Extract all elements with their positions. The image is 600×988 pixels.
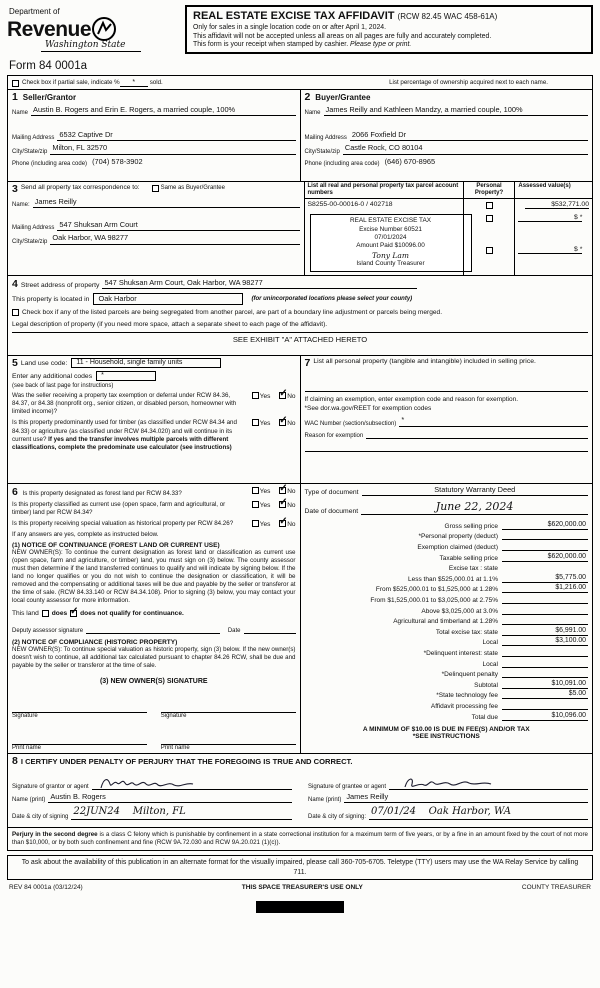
landuse-personalproperty-band [8, 356, 592, 484]
tax-row-label: Excise tax : state [448, 565, 498, 573]
personal-property-checkbox-3[interactable] [486, 247, 493, 254]
tax-row [305, 669, 589, 678]
signature-label: Signature [160, 713, 187, 720]
buyer-name-label: Name [304, 109, 321, 116]
tax-row [305, 637, 589, 646]
signature-label: Signature [12, 713, 38, 720]
grantee-signature-field[interactable] [389, 774, 588, 790]
tax-row-label: Local [482, 660, 498, 668]
grantor-signing-city: Milton, FL [132, 806, 186, 818]
stamp-excise-number: Excise Number 60521 [359, 225, 422, 233]
personal-property-checkbox-1[interactable] [486, 202, 493, 209]
tax-row-label: Gross selling price [444, 522, 498, 530]
segregated-label: Check box if any of the listed parcels are being segregated from another parcel, are part of a boundary line adjustment or parcels being merged. [22, 309, 443, 317]
section2-title: Buyer/Grantee [315, 93, 371, 102]
stamp-amount-paid: Amount Paid $10096.00 [356, 242, 425, 250]
county-treasurer-label: COUNTY TREASURER [521, 883, 591, 891]
q5b-yes-checkbox[interactable] [252, 419, 259, 426]
tax-row-value[interactable]: $10,091.00 [502, 680, 588, 689]
seller-city-field[interactable]: Milton, FL 32570 [50, 144, 295, 154]
tax-row [305, 648, 589, 657]
parcel-number-field[interactable]: S8255-00-00016-0 / 402718 [307, 201, 393, 209]
see-back-note: (see back of last page for instructions) [12, 383, 114, 390]
alternate-format-notice: To ask about the availability of this publication in an alternate format for the visually impaired, please call 360-705-6705. Teletype (TTY) users may use the WA Relay Service by calling 711. [7, 855, 593, 880]
tax-row-value[interactable] [502, 531, 588, 540]
tax-row [305, 542, 589, 551]
section-tax-computation [300, 484, 593, 753]
section-seller [8, 90, 300, 181]
tax-row [305, 627, 589, 636]
perjury-rest-text: is a class C felony which is punishable by confinement in a state correctional institution for a maximum term of five years, or by a fine in an amount fixed by the court of not more than $10,000, or by both such confinement and fine (RCW 9A.72.030 and RCW 9A.20.021 (1)(c)). [12, 831, 588, 847]
tax-row-label: *Delinquent interest: state [423, 649, 498, 657]
tax-row-value[interactable]: $620,000.00 [502, 553, 588, 562]
treasurer-space-label: THIS SPACE TREASURER'S USE ONLY [241, 883, 363, 891]
parcel-table [304, 182, 593, 275]
buyer-mailing-label: Mailing Address [304, 135, 347, 142]
no-label: No [287, 393, 296, 401]
tax-row [305, 606, 589, 615]
tax-row-label: Above $3,025,000 at 3.0% [421, 607, 498, 615]
this-land-label: This land [12, 609, 39, 617]
buyer-mailing-field[interactable]: 2066 Foxfield Dr [350, 131, 588, 141]
section6-number: 6 [12, 485, 18, 498]
located-in-field[interactable]: Oak Harbor [93, 293, 243, 305]
reason-exemption-label: Reason for exemption [304, 433, 364, 440]
tax-row-value[interactable]: $5.00 [502, 690, 588, 699]
tax-row-label: Taxable selling price [439, 554, 498, 562]
q6c-yes-checkbox[interactable] [252, 520, 259, 527]
personal-property-col-header: Personal Property? [463, 182, 515, 198]
exemption-code-note-2: *See dor.wa.gov/REET for exemption codes [304, 404, 432, 412]
located-in-label: This property is located in [12, 295, 90, 303]
grantee-signing-date: 07/01/24 [371, 806, 416, 818]
tax-row [305, 712, 589, 721]
correspondence-name-label: Name: [12, 201, 30, 208]
does-qualify-checkbox[interactable] [42, 610, 49, 617]
grantor-signing-date: 22JUN24 [73, 806, 121, 818]
assessed-value-col-header: Assessed value(s) [514, 182, 592, 198]
timber-agriculture-question [12, 419, 241, 451]
page-header [7, 5, 593, 72]
tax-row-label: Total due [471, 713, 498, 721]
grantee-signature-image [399, 775, 499, 791]
grantor-signature-field[interactable] [92, 774, 292, 790]
q5b-no-checkbox[interactable] [279, 419, 286, 426]
does-not-label: does not qualify for continuance. [80, 609, 184, 617]
owner-signature-field-2[interactable] [161, 701, 296, 713]
tax-row-value[interactable] [502, 595, 588, 604]
tax-row-value[interactable]: $1,216.00 [502, 584, 588, 593]
historic-property-answer [241, 520, 296, 528]
logo-state-text: Washington State [41, 40, 141, 52]
section1-title: Seller/Grantor [22, 93, 77, 102]
form-number: Form 84 0001a [9, 60, 87, 72]
partial-sale-checkbox[interactable] [12, 80, 19, 87]
grantee-name-field[interactable]: James Reilly [344, 793, 588, 803]
tax-row-label: Total excise tax: state [435, 628, 498, 636]
owner-print-name-field-2[interactable] [161, 733, 296, 745]
print-name-label: Print name [12, 745, 42, 752]
logo-agency-text: Revenue [7, 17, 92, 41]
tax-row [305, 595, 589, 604]
tax-row [305, 521, 589, 530]
grantee-name-label: Name (print) [308, 797, 342, 804]
tax-row-label: From $525,000.01 to $1,525,000 at 1.28% [375, 586, 498, 594]
dor-logo [7, 5, 185, 72]
q5a-no-checkbox[interactable] [279, 392, 286, 399]
tax-row-label: *Personal property (deduct) [418, 533, 498, 541]
grantor-signature-image [98, 775, 198, 791]
yes-label: Yes [259, 520, 271, 528]
rev-number: REV 84 0001a (03/12/24) [9, 883, 83, 891]
tax-row-value[interactable] [502, 606, 588, 615]
new-owners-signature-title: (3) NEW OWNER(S) SIGNATURE [99, 678, 208, 686]
timber-agriculture-answer [241, 419, 296, 427]
seller-name-label: Name [12, 109, 29, 116]
forest-land-question-text: Is this property designated as forest land per RCW 84.33? [22, 489, 182, 497]
owner-print-name-field-1[interactable] [12, 733, 147, 745]
tax-row-value[interactable] [502, 701, 588, 710]
scan-mark [256, 901, 344, 913]
tax-row [305, 531, 589, 540]
correspondence-city-field[interactable]: Oak Harbor, WA 98277 [50, 234, 299, 244]
owner-signature-field-1[interactable] [12, 701, 147, 713]
located-in-note: (for unincorporated locations please select your county) [251, 296, 413, 303]
tax-row-value[interactable] [502, 659, 588, 668]
tax-row-value[interactable]: $3,100.00 [502, 637, 588, 646]
tax-row-label: Exemption claimed (deduct) [417, 544, 498, 552]
yes-label: Yes [259, 501, 271, 509]
forest-land-answer [241, 487, 296, 495]
minimum-due-note: A MINIMUM OF $10.00 IS DUE IN FEE(S) AND/OR TAX [362, 725, 530, 733]
logo-dept-text: Department of [9, 7, 60, 16]
grantee-sig-label: Signature of grantee or agent [308, 783, 387, 790]
section-property-location [8, 276, 592, 356]
tax-row-label: From $1,525,000.01 to $3,025,000 at 2.75% [370, 596, 498, 604]
header-note-3 [193, 41, 585, 48]
tax-row-label: Local [482, 639, 498, 647]
q6a-yes-checkbox[interactable] [252, 487, 259, 494]
exemption-deferral-question: Was the seller receiving a property tax exemption or deferral under RCW 84.36, 84.37, or 84.38 (nonprofit org., senior citizen, or disabled person, homeowner with limited income)? [12, 392, 237, 416]
tax-row-value[interactable] [502, 669, 588, 678]
no-label: No [287, 420, 296, 428]
correspondence-name-field[interactable]: James Reilly [33, 198, 300, 208]
section-classification [8, 484, 300, 753]
seller-phone-label: Phone (including area code) [12, 161, 88, 168]
partial-sale-label: Check box if partial sale, indicate % [22, 78, 120, 86]
tax-row [305, 584, 589, 593]
see-instructions-note: *SEE INSTRUCTIONS [412, 732, 480, 740]
seller-mailing-label: Mailing Address [12, 135, 55, 142]
tax-row [305, 690, 589, 699]
legal-description-field[interactable]: SEE EXHIBIT "A" ATTACHED HERETO [12, 332, 588, 345]
q6b-yes-checkbox[interactable] [252, 501, 259, 508]
reason-exemption-field-2[interactable] [305, 442, 589, 452]
if-yes-note: If any answers are yes, complete as instructed below. [12, 531, 159, 539]
q5a-yes-checkbox[interactable] [252, 392, 259, 399]
certify-statement: I CERTIFY UNDER PENALTY OF PERJURY THAT THE FOREGOING IS TRUE AND CORRECT. [20, 756, 353, 766]
personal-property-intro: List all personal property (tangible and intangible) included in selling price. [313, 357, 536, 365]
tax-row-label: *State technology fee [436, 692, 498, 700]
stamp-treasurer-title: Island County Treasurer [356, 260, 425, 268]
buyer-city-label: City/State/zip [304, 148, 340, 155]
tax-row [305, 574, 589, 583]
personal-property-field[interactable] [305, 368, 589, 392]
exemption-code-note: If claiming an exemption, enter exemption code and reason for exemption. [304, 396, 519, 404]
grantor-signature-block [12, 771, 292, 820]
no-label: No [287, 501, 296, 509]
tax-row [305, 553, 589, 562]
notice-continuance-body: NEW OWNER(S): To continue the current designation as forest land or classification as current use (open space, farm and agriculture, or timber) land, you must sign on (3) below. The county assessor must then determine if the land transferred continues to qualify and will indicate by signing below. If the land no longer qualifies or you do not wish to continue the designation or classification, it will be removed and the compensating or additional taxes will be due and payable by the seller or transferor at the time of sale. (RCW 84.33.140 or RCW 84.34.108). Prior to signing (3) below, you may contact your local county assessor for more information. [12, 549, 296, 605]
section3-number: 3 [12, 183, 18, 195]
stamp-treasurer-signature: Tony Lam [372, 250, 409, 260]
tax-row-label: Subtotal [474, 681, 498, 689]
historic-property-question: Is this property receiving special valuation as historical property per RCW 84.26? [12, 519, 234, 527]
section4-number: 4 [12, 277, 18, 290]
assessed-value-field-1[interactable]: $532,771.00 [525, 201, 589, 209]
grantee-date-city-field[interactable] [369, 806, 588, 820]
current-use-question: Is this property classified as current use (open space, farm and agricultural, or timber) land per RCW 84.34? [12, 500, 226, 516]
yes-label: Yes [259, 487, 271, 495]
correspondence-parcel-band [8, 182, 592, 276]
grantor-name-field[interactable]: Austin B. Rogers [48, 793, 292, 803]
title-box [185, 5, 593, 54]
seller-mailing-field[interactable]: 6532 Captive Dr [57, 131, 295, 141]
partial-sale-percent-field[interactable]: * [120, 79, 148, 87]
buyer-phone-label: Phone (including area code) [304, 161, 380, 168]
buyer-phone-field[interactable]: (646) 670-8965 [384, 156, 436, 166]
stamp-title: REAL ESTATE EXCISE TAX [350, 217, 431, 225]
grantor-date-city-field[interactable] [71, 806, 292, 820]
tax-row-value [502, 563, 588, 572]
perjury-bold-text: Perjury in the second degree [12, 831, 98, 839]
treasurer-stamp [310, 214, 472, 271]
section-buyer [300, 90, 593, 181]
print-name-label: Print name [160, 745, 190, 752]
grantor-sig-label: Signature of grantor or agent [12, 783, 89, 790]
section-land-use [8, 356, 300, 483]
grantee-date-city-label: Date & city of signing: [308, 813, 367, 820]
form-title [193, 10, 585, 23]
tax-row-label: Less than $525,000.01 at 1.1% [408, 575, 498, 583]
does-not-qualify-checkbox[interactable] [70, 610, 77, 617]
type-of-document-label: Type of document [304, 489, 359, 497]
correspondence-label: Send all property tax correspondence to: [20, 184, 140, 191]
timber-question-text: Is this property predominantly used for timber (as classified under RCW 84.34 and 84.33) or agriculture (as classified under RCW 84.34.020) and will continue in its current use? [12, 419, 237, 443]
page-footer [7, 884, 593, 891]
tax-row-value[interactable]: $5,775.00 [502, 574, 588, 583]
tax-row-label: *Delinquent penalty [441, 671, 498, 679]
exemption-deferral-answer [241, 392, 296, 400]
reason-exemption-field[interactable] [366, 430, 588, 440]
section8-number: 8 [12, 755, 18, 768]
tax-row-value[interactable]: $6,991.00 [502, 627, 588, 636]
current-use-answer [241, 501, 296, 509]
header-note-1: Only for sales in a single location code on or after April 1, 2024. [193, 24, 387, 32]
section-tax-correspondence [8, 182, 304, 275]
date-of-document-label: Date of document [304, 507, 359, 515]
partial-sale-row [8, 76, 592, 90]
grantee-signature-block [308, 771, 588, 820]
classification-tax-band [8, 484, 592, 754]
section-personal-property [300, 356, 593, 483]
header-note-3-text: This form is your receipt when stamped by cashier. [193, 41, 349, 49]
yes-label: Yes [259, 393, 271, 401]
section1-number: 1 [12, 91, 18, 103]
correspondence-city-label: City/State/zip [12, 238, 48, 245]
type-of-document-field[interactable]: Statutory Warranty Deed [362, 486, 588, 496]
legal-description-label: Legal description of property (if you need more space, attach a separate sheet to each page of the affidavit). [12, 320, 328, 328]
seller-name-field[interactable]: Austin B. Rogers and Erin E. Rogers, a married couple, 100% [31, 106, 295, 116]
partial-sale-suffix: sold. [149, 78, 163, 86]
yes-label: Yes [259, 420, 271, 428]
header-note-3-italic: Please type or print. [350, 41, 412, 49]
does-label: does [51, 609, 68, 617]
q6a-no-checkbox[interactable] [279, 487, 286, 494]
perjury-notice [8, 828, 592, 850]
q6c-no-checkbox[interactable] [279, 520, 286, 527]
deputy-date-label: Date [227, 628, 241, 635]
section5-number: 5 [12, 356, 18, 369]
grantee-signing-city: Oak Harbor, WA [428, 806, 511, 818]
notice-continuance-title: (1) NOTICE OF CONTINUANCE (FOREST LAND OR CURRENT USE) [12, 542, 220, 550]
tax-row-value[interactable]: $620,000.00 [502, 521, 588, 530]
personal-property-checkbox-2[interactable] [486, 215, 493, 222]
revenue-emblem-icon [91, 16, 117, 42]
seller-city-label: City/State/zip [12, 148, 48, 155]
tax-row-label: Agricultural and timberland at 1.28% [393, 618, 498, 626]
segregated-checkbox[interactable] [12, 309, 19, 316]
additional-codes-label: Enter any additional codes [12, 372, 93, 380]
parcel-table-header [305, 182, 593, 199]
continuance-qualify-row [12, 610, 296, 617]
header-note-2: This affidavit will not be accepted unless all areas on all pages are fully and accurately completed. [193, 32, 492, 40]
section7-number: 7 [304, 356, 311, 369]
q6b-no-checkbox[interactable] [279, 501, 286, 508]
tax-row [305, 563, 589, 572]
notice-compliance-body: NEW OWNER(S): To continue special valuation as historic property, sign (3) below. If the new owner(s) doesn't wish to continue, all additional tax calculated pursuant to chapter 84.26 RCW, shall be due and payable by the seller or transferor at the time of sale. [12, 646, 296, 670]
buyer-name-field[interactable]: James Reilly and Kathleen Mandzy, a married couple, 100% [324, 106, 588, 116]
tax-row [305, 701, 589, 710]
tax-row-value[interactable]: $10,096.00 [502, 712, 588, 721]
form-title-rcw: (RCW 82.45 WAC 458-61A) [397, 12, 498, 21]
no-label: No [287, 487, 296, 495]
parties-band [8, 90, 592, 182]
wac-number-field[interactable]: * [399, 416, 588, 426]
form-title-text: REAL ESTATE EXCISE TAX AFFIDAVIT [193, 10, 395, 22]
additional-codes-field[interactable]: * [96, 371, 156, 381]
section2-number: 2 [304, 91, 311, 103]
seller-phone-field[interactable]: (704) 578-3902 [92, 156, 143, 166]
assessed-value-field-3[interactable]: $ * [518, 246, 582, 254]
parcel-col-header: List all real and personal property tax parcel account numbers [307, 183, 459, 197]
same-as-buyer-checkbox[interactable] [152, 185, 159, 192]
same-as-buyer-label: Same as Buyer/Grantee [160, 185, 225, 191]
stamp-date: 07/01/2024 [374, 234, 407, 242]
tax-row-value[interactable] [502, 616, 588, 625]
assessed-value-field-2[interactable]: $ * [518, 214, 582, 222]
tax-row [305, 680, 589, 689]
deputy-assessor-signature-field[interactable] [86, 625, 220, 635]
wac-number-label: WAC Number (section/subsection) [304, 420, 397, 427]
buyer-city-field[interactable]: Castle Rock, CO 80104 [343, 144, 588, 154]
tax-row-value[interactable] [502, 648, 588, 657]
ownership-note: List percentage of ownership acquired next to each name. [389, 78, 548, 86]
tax-row-value[interactable] [502, 542, 588, 551]
forest-land-question [12, 487, 241, 498]
date-of-document-field[interactable]: June 22, 2024 [361, 500, 588, 515]
correspondence-mailing-label: Mailing Address [12, 225, 55, 232]
correspondence-mailing-field[interactable]: 547 Shuksan Arm Court [57, 221, 299, 231]
form-body [7, 75, 593, 851]
street-address-label: Street address of property [20, 282, 100, 290]
grantor-name-label: Name (print) [12, 797, 46, 804]
tax-row-label: Affidavit processing fee [430, 702, 498, 710]
tax-computation-table [305, 521, 589, 721]
section-certification [8, 754, 592, 828]
timber-question-bold: If yes and the transfer involves multiple parcels with different classifications, complete the predominate use calculator (see instructions) [12, 435, 232, 451]
parcel-row [305, 211, 593, 274]
deputy-assessor-label: Deputy assessor signature [12, 628, 84, 635]
land-use-code-field[interactable]: 11 - Household, single family units [71, 358, 221, 368]
deputy-date-field[interactable] [244, 625, 296, 635]
tax-row [305, 616, 589, 625]
tax-row [305, 659, 589, 668]
land-use-label: Land use code: [20, 359, 68, 367]
no-label: No [287, 520, 296, 528]
grantor-date-city-label: Date & city of signing [12, 813, 69, 820]
street-address-field[interactable]: 547 Shuksan Arm Court, Oak Harbor, WA 98277 [102, 279, 417, 289]
notice-compliance-title: (2) NOTICE OF COMPLIANCE (HISTORIC PROPERTY) [12, 639, 178, 647]
parcel-row [305, 199, 593, 211]
